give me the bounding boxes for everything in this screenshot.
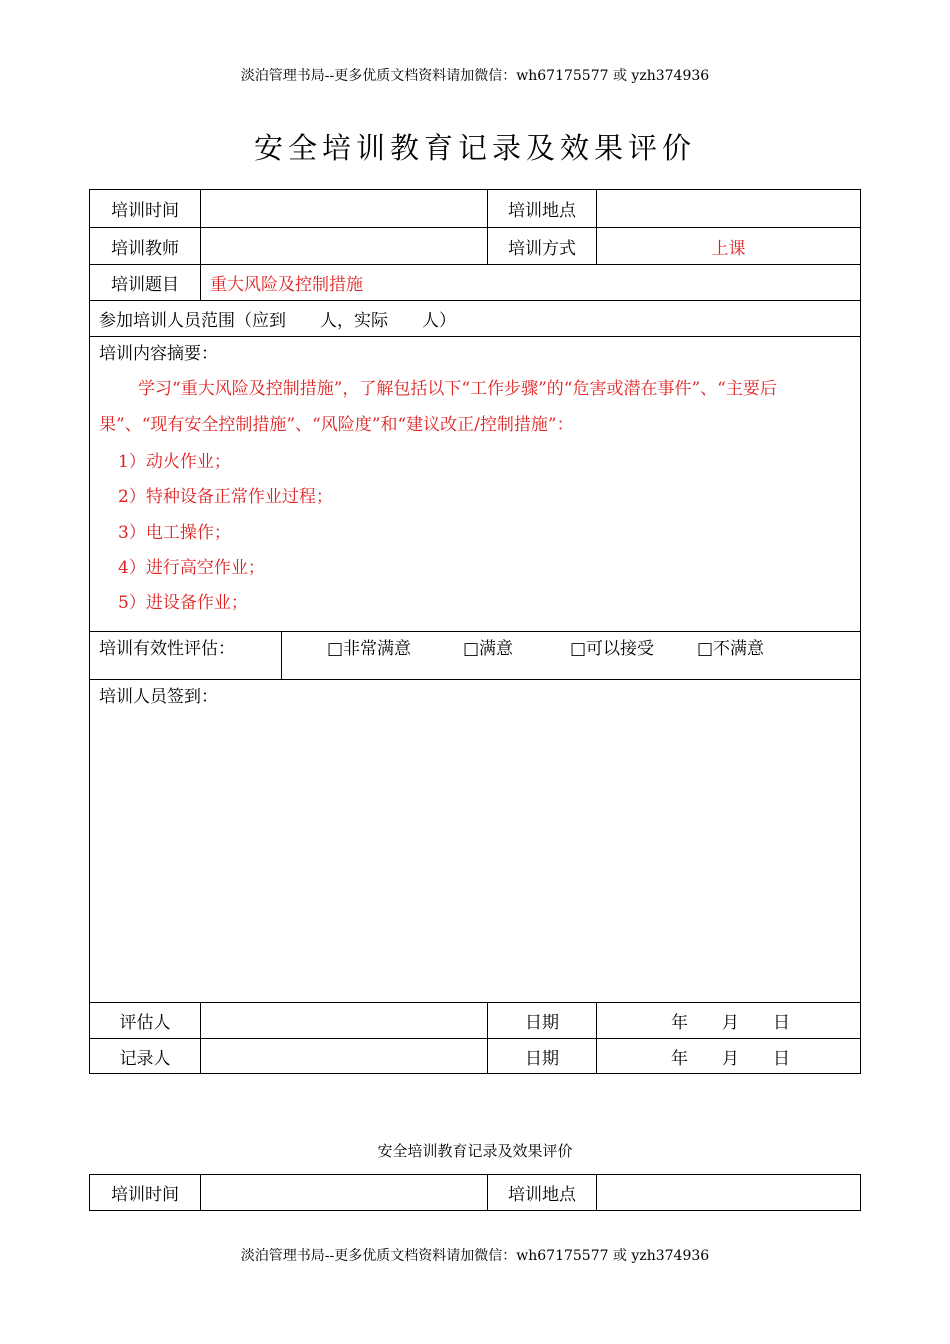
topic-field[interactable]: 重大风险及控制措施 [200, 265, 860, 300]
row-topic [90, 264, 860, 300]
option-very-satisfied[interactable]: □非常满意 [327, 639, 412, 659]
second-form-title: 安全培训教育记录及效果评价 [377, 1142, 573, 1160]
row-evaluation [90, 631, 860, 679]
method-label: 培训方式 [487, 228, 596, 264]
method-field[interactable]: 上课 [596, 228, 860, 264]
summary-line-2: 果”、“现有安全控制措施”、“风险度”和“建议改正/控制措施”： [99, 415, 574, 435]
row-signin [90, 679, 860, 1002]
second-place-field[interactable] [596, 1175, 860, 1210]
evaluation-options [281, 632, 860, 679]
recorder-date-label: 日期 [487, 1039, 596, 1073]
page-header: 淡泊管理书局--更多优质文档资料请加微信：wh67175577 或 yzh374936 [240, 68, 710, 84]
place-field[interactable] [596, 190, 860, 227]
teacher-label: 培训教师 [111, 238, 179, 259]
teacher-field[interactable] [200, 228, 487, 264]
assessor-date-field[interactable]: 年 月 日 [596, 1003, 860, 1038]
recorder-label: 记录人 [119, 1048, 171, 1069]
topic-label: 培训题目 [111, 275, 179, 295]
participants-text: 参加培训人员范围（应到 人，实际 人） [99, 311, 456, 331]
recorder-date-field[interactable]: 年 月 日 [596, 1039, 860, 1073]
row-teacher-method [90, 227, 860, 264]
option-acceptable[interactable]: □可以接受 [570, 639, 655, 659]
recorder-field[interactable] [200, 1039, 487, 1073]
signin-label: 培训人员签到： [99, 687, 218, 707]
place-label: 培训地点 [487, 190, 596, 227]
second-row-time-place [90, 1175, 860, 1210]
row-participants [90, 300, 860, 336]
second-time-field[interactable] [200, 1175, 487, 1210]
summary-item-4: 4）进行高空作业； [118, 558, 265, 578]
training-record-form [89, 189, 861, 1074]
assessor-label: 评估人 [119, 1013, 171, 1033]
row-assessor [90, 1002, 860, 1038]
summary-item-3: 3）电工操作； [118, 523, 231, 543]
assessor-date-label: 日期 [487, 1003, 596, 1038]
time-label: 培训时间 [111, 201, 179, 221]
row-summary [90, 336, 860, 631]
summary-item-5: 5）进设备作业； [118, 593, 248, 613]
evaluation-label: 培训有效性评估： [99, 639, 235, 659]
second-training-form [89, 1174, 861, 1211]
summary-label: 培训内容摘要： [99, 344, 218, 364]
time-field[interactable] [200, 190, 487, 227]
option-satisfied[interactable]: □满意 [463, 639, 514, 659]
second-time-label: 培训时间 [111, 1185, 179, 1205]
page-title: 安全培训教育记录及效果评价 [253, 131, 696, 165]
summary-item-1: 1）动火作业； [118, 452, 231, 472]
page-footer: 淡泊管理书局--更多优质文档资料请加微信：wh67175577 或 yzh374936 [240, 1248, 710, 1264]
summary-line-1: 学习“重大风险及控制措施”，了解包括以下“工作步骤”的“危害或潜在事件”、“主要后 [138, 379, 777, 399]
row-recorder [90, 1038, 860, 1073]
assessor-field[interactable] [200, 1003, 487, 1038]
row-time-place [90, 190, 860, 227]
second-place-label: 培训地点 [487, 1175, 596, 1210]
summary-item-2: 2）特种设备正常作业过程； [118, 487, 333, 507]
option-unsatisfied[interactable]: □不满意 [697, 639, 765, 659]
